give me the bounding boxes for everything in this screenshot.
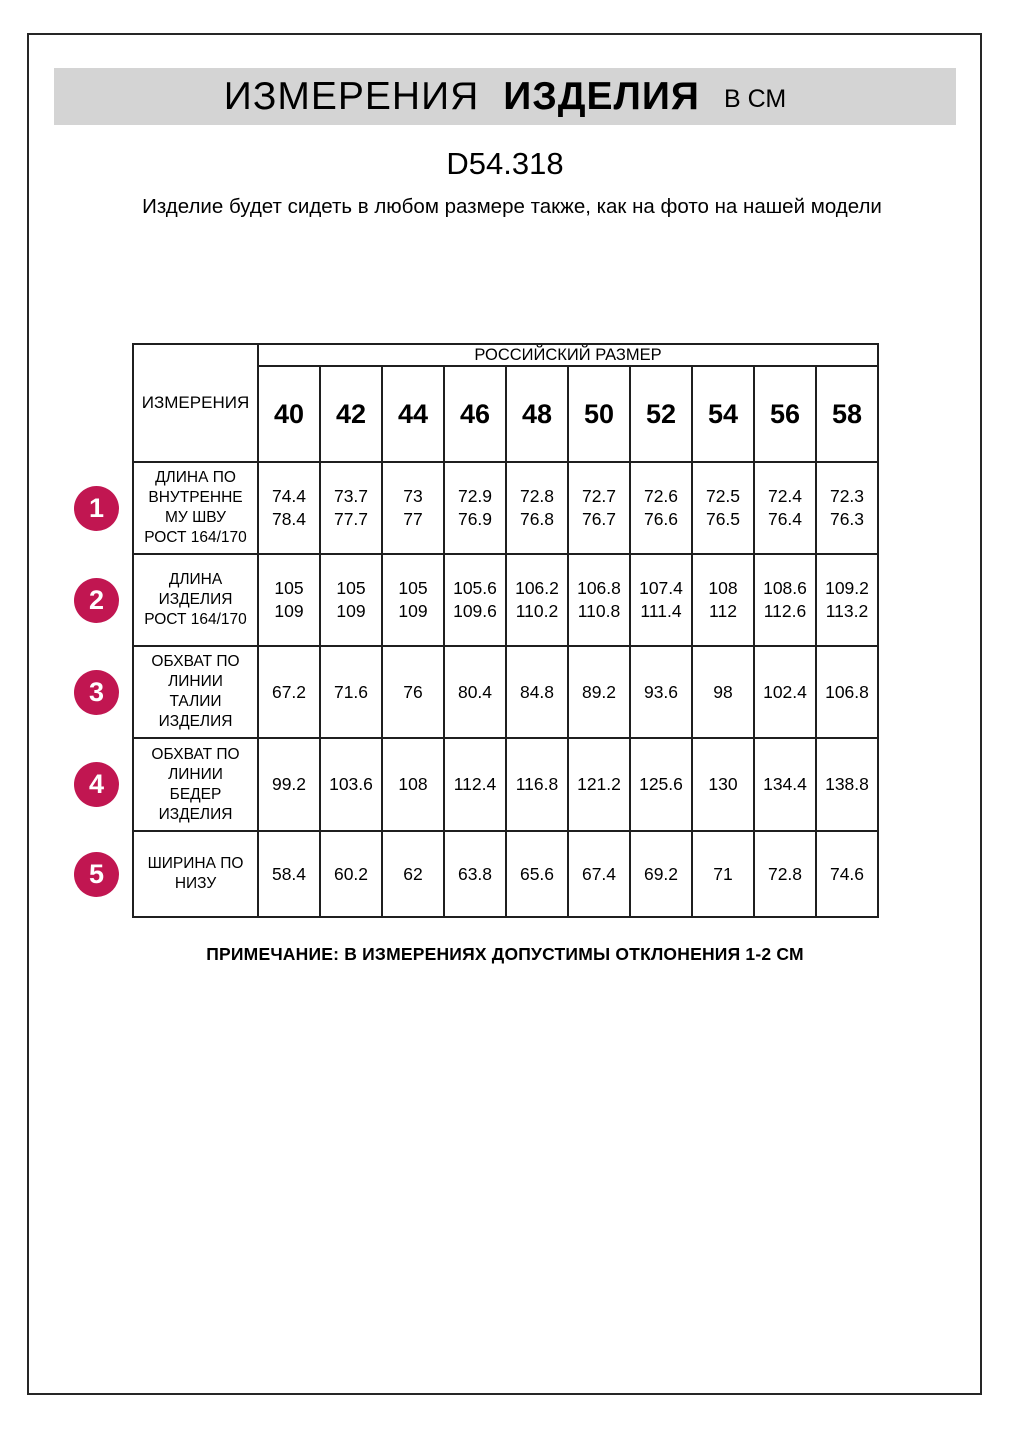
measurement-cell xyxy=(568,554,630,646)
row-label-line: ДЛИНА xyxy=(168,571,223,588)
measurement-cell xyxy=(444,646,506,738)
measurement-value: 69.2 xyxy=(643,863,679,884)
size-header-cell: 58 xyxy=(816,366,878,462)
measurement-value: 110.8 xyxy=(577,601,621,621)
measurement-value: 106.2 xyxy=(515,578,559,598)
table-row xyxy=(61,738,878,831)
measurement-value: 76.7 xyxy=(581,509,617,529)
measurement-value: 77.7 xyxy=(333,509,369,529)
row-label xyxy=(133,831,258,917)
measurement-cell xyxy=(444,738,506,831)
measurement-value: 74.4 xyxy=(271,486,307,506)
measurement-value: 67.2 xyxy=(271,681,307,702)
measurement-cell xyxy=(816,738,878,831)
measurement-value: 125.6 xyxy=(639,774,683,794)
measurement-value: 108.6 xyxy=(763,578,807,598)
table-row xyxy=(61,646,878,738)
measurement-value: 58.4 xyxy=(271,863,307,884)
badge-column-spacer xyxy=(61,344,133,462)
measurement-value: 65.6 xyxy=(519,863,555,884)
measurement-cell xyxy=(444,831,506,917)
size-header-cell: 46 xyxy=(444,366,506,462)
measurement-value: 116.8 xyxy=(515,774,559,794)
measurements-table xyxy=(61,343,879,918)
measurement-cell xyxy=(816,831,878,917)
row-label-line: ВНУТРЕННЕ xyxy=(148,489,243,506)
table-header-group-row xyxy=(61,344,878,366)
measurement-cell xyxy=(382,462,444,554)
row-label-line: ДЛИНА ПО xyxy=(155,469,236,486)
measurement-value: 76.9 xyxy=(457,509,493,529)
measurement-value: 76.8 xyxy=(519,509,555,529)
measurement-value: 72.4 xyxy=(767,486,803,506)
measurement-value: 99.2 xyxy=(271,774,307,794)
measurement-value: 93.6 xyxy=(643,681,679,702)
measurement-value: 102.4 xyxy=(763,681,807,702)
measurement-cell xyxy=(506,646,568,738)
row-number-badge: 4 xyxy=(74,762,119,807)
product-code: D54.318 xyxy=(446,146,564,181)
measurement-value: 106.8 xyxy=(825,681,869,702)
size-header-cell: 50 xyxy=(568,366,630,462)
measurement-value: 74.6 xyxy=(829,863,865,884)
row-label-line: ЛИНИИ xyxy=(168,673,223,690)
measurement-value: 77 xyxy=(403,509,423,529)
measurement-value: 72.9 xyxy=(457,486,493,506)
measurement-value: 109 xyxy=(274,601,304,621)
row-label-line: ИЗДЕЛИЯ xyxy=(158,713,233,730)
measurement-cell xyxy=(382,554,444,646)
measurement-cell xyxy=(258,554,320,646)
size-header-cell: 48 xyxy=(506,366,568,462)
measurement-cell xyxy=(320,462,382,554)
measurement-value: 76.4 xyxy=(767,509,803,529)
row-label-line: ИЗДЕЛИЯ xyxy=(158,805,233,823)
measurement-value: 72.8 xyxy=(767,863,803,884)
measurement-value: 76.3 xyxy=(829,509,865,529)
measurement-value: 62 xyxy=(403,863,423,884)
measurements-column-header: ИЗМЕРЕНИЯ xyxy=(133,344,258,462)
measurement-value: 72.5 xyxy=(705,486,741,506)
size-header-cell: 44 xyxy=(382,366,444,462)
measurement-value: 112.6 xyxy=(763,601,807,621)
row-label-line: БЕДЕР xyxy=(169,785,222,803)
size-header-cell: 40 xyxy=(258,366,320,462)
measurement-cell xyxy=(816,554,878,646)
measurement-value: 110.2 xyxy=(515,601,559,621)
measurement-value: 71.6 xyxy=(333,681,369,702)
row-label-line: МУ ШВУ xyxy=(165,509,226,526)
row-label xyxy=(133,462,258,554)
measurement-value: 63.8 xyxy=(457,863,493,884)
measurement-cell xyxy=(320,646,382,738)
measurement-value: 72.3 xyxy=(829,486,865,506)
row-label xyxy=(133,738,258,831)
row-number-badge: 3 xyxy=(74,670,119,715)
size-header-cell: 52 xyxy=(630,366,692,462)
row-label xyxy=(133,646,258,738)
measurement-value: 67.4 xyxy=(581,863,617,884)
size-header-cell: 56 xyxy=(754,366,816,462)
measurement-value: 106.8 xyxy=(577,578,621,598)
measurement-cell xyxy=(258,831,320,917)
measurement-value: 105 xyxy=(274,578,304,598)
measurement-cell xyxy=(754,738,816,831)
measurement-cell xyxy=(692,646,754,738)
measurement-cell xyxy=(506,554,568,646)
measurement-cell xyxy=(320,738,382,831)
measurement-value: 73 xyxy=(403,486,423,506)
badge-cell xyxy=(61,831,133,917)
row-label-line: РОСТ 164/170 xyxy=(144,611,247,628)
measurement-value: 105 xyxy=(336,578,366,598)
measurement-value: 121.2 xyxy=(577,774,621,794)
measurement-cell xyxy=(506,831,568,917)
measurement-cell xyxy=(630,738,692,831)
row-label-line: ОБХВАТ ПО xyxy=(151,653,240,670)
measurement-cell xyxy=(382,831,444,917)
measurement-value: 80.4 xyxy=(457,681,493,702)
size-header-cell: 42 xyxy=(320,366,382,462)
title-main: ИЗМЕРЕНИЯ xyxy=(223,74,480,118)
measurement-cell xyxy=(692,738,754,831)
measurement-value: 130 xyxy=(708,774,738,794)
row-label-line: ОБХВАТ ПО xyxy=(151,745,240,763)
measurement-value: 71 xyxy=(713,863,733,884)
title-band xyxy=(54,68,956,125)
measurement-cell xyxy=(630,462,692,554)
measurement-value: 78.4 xyxy=(271,509,307,529)
row-label-line: ИЗДЕЛИЯ xyxy=(158,591,233,608)
measurement-value: 107.4 xyxy=(639,578,683,598)
measurement-value: 109 xyxy=(336,601,366,621)
measurement-cell xyxy=(568,738,630,831)
measurement-cell xyxy=(382,646,444,738)
measurement-value: 98 xyxy=(713,681,733,702)
note-text: ПРИМЕЧАНИЕ: В ИЗМЕРЕНИЯХ ДОПУСТИМЫ ОТКЛОНЕНИЯ 1-2 СМ xyxy=(206,944,804,964)
row-number-badge: 5 xyxy=(74,852,119,897)
title-emphasis: ИЗДЕЛИЯ xyxy=(503,74,700,118)
measurement-value: 76.6 xyxy=(643,509,679,529)
measurement-value: 103.6 xyxy=(329,774,373,794)
row-number-badge: 2 xyxy=(74,578,119,623)
measurement-value: 112.4 xyxy=(453,774,497,794)
subtitle-text: Изделие будет сидеть в любом размере также, как на фото на нашей модели xyxy=(142,195,882,218)
measurement-value: 108 xyxy=(708,578,738,598)
measurement-value: 72.7 xyxy=(581,486,617,506)
measurement-cell xyxy=(692,554,754,646)
measurement-value: 89.2 xyxy=(581,681,617,702)
measurement-value: 134.4 xyxy=(763,774,807,794)
row-label-line: ШИРИНА ПО xyxy=(147,855,244,872)
measurement-cell xyxy=(630,831,692,917)
row-label-line: НИЗУ xyxy=(174,875,217,892)
measurement-cell xyxy=(754,646,816,738)
row-label-line: ТАЛИИ xyxy=(169,693,222,710)
table-row xyxy=(61,831,878,917)
measurement-cell xyxy=(506,462,568,554)
measurement-cell xyxy=(754,831,816,917)
row-label xyxy=(133,554,258,646)
measurement-value: 76.5 xyxy=(705,509,741,529)
measurement-cell xyxy=(258,462,320,554)
measurement-cell xyxy=(444,462,506,554)
measurement-value: 113.2 xyxy=(825,601,869,621)
title-unit: В СМ xyxy=(723,85,787,113)
measurement-cell xyxy=(506,738,568,831)
measurement-cell xyxy=(816,462,878,554)
measurement-value: 108 xyxy=(398,774,428,794)
measurement-value: 109.6 xyxy=(453,601,497,621)
measurement-value: 60.2 xyxy=(333,863,369,884)
table-row xyxy=(61,554,878,646)
measurement-cell xyxy=(630,646,692,738)
measurement-value: 105 xyxy=(398,578,428,598)
badge-cell xyxy=(61,646,133,738)
measurement-value: 109.2 xyxy=(825,578,869,598)
measurement-cell xyxy=(258,646,320,738)
measurement-value: 138.8 xyxy=(825,774,869,794)
measurement-cell xyxy=(816,646,878,738)
measurement-cell xyxy=(320,554,382,646)
measurement-value: 72.6 xyxy=(643,486,679,506)
measurement-cell xyxy=(258,738,320,831)
measurement-cell xyxy=(754,554,816,646)
size-group-header: РОССИЙСКИЙ РАЗМЕР xyxy=(258,344,878,366)
measurement-cell xyxy=(568,646,630,738)
row-label-line: РОСТ 164/170 xyxy=(144,529,247,546)
measurement-cell xyxy=(754,462,816,554)
size-header-cell: 54 xyxy=(692,366,754,462)
measurement-value: 111.4 xyxy=(640,601,682,621)
measurement-cell xyxy=(320,831,382,917)
measurement-cell xyxy=(568,831,630,917)
measurement-value: 73.7 xyxy=(333,486,369,506)
measurement-value: 105.6 xyxy=(453,578,497,598)
measurement-value: 109 xyxy=(398,601,428,621)
measurement-cell xyxy=(630,554,692,646)
measurement-cell xyxy=(692,462,754,554)
table-row xyxy=(61,462,878,554)
measurement-cell xyxy=(444,554,506,646)
badge-cell xyxy=(61,554,133,646)
badge-cell xyxy=(61,738,133,831)
badge-cell xyxy=(61,462,133,554)
measurement-value: 72.8 xyxy=(519,486,555,506)
measurement-value: 112 xyxy=(709,601,737,621)
row-number-badge: 1 xyxy=(74,486,119,531)
measurement-cell xyxy=(568,462,630,554)
measurement-value: 76 xyxy=(403,681,423,702)
measurement-cell xyxy=(382,738,444,831)
measurement-cell xyxy=(692,831,754,917)
measurement-value: 84.8 xyxy=(519,681,555,702)
row-label-line: ЛИНИИ xyxy=(168,765,223,783)
